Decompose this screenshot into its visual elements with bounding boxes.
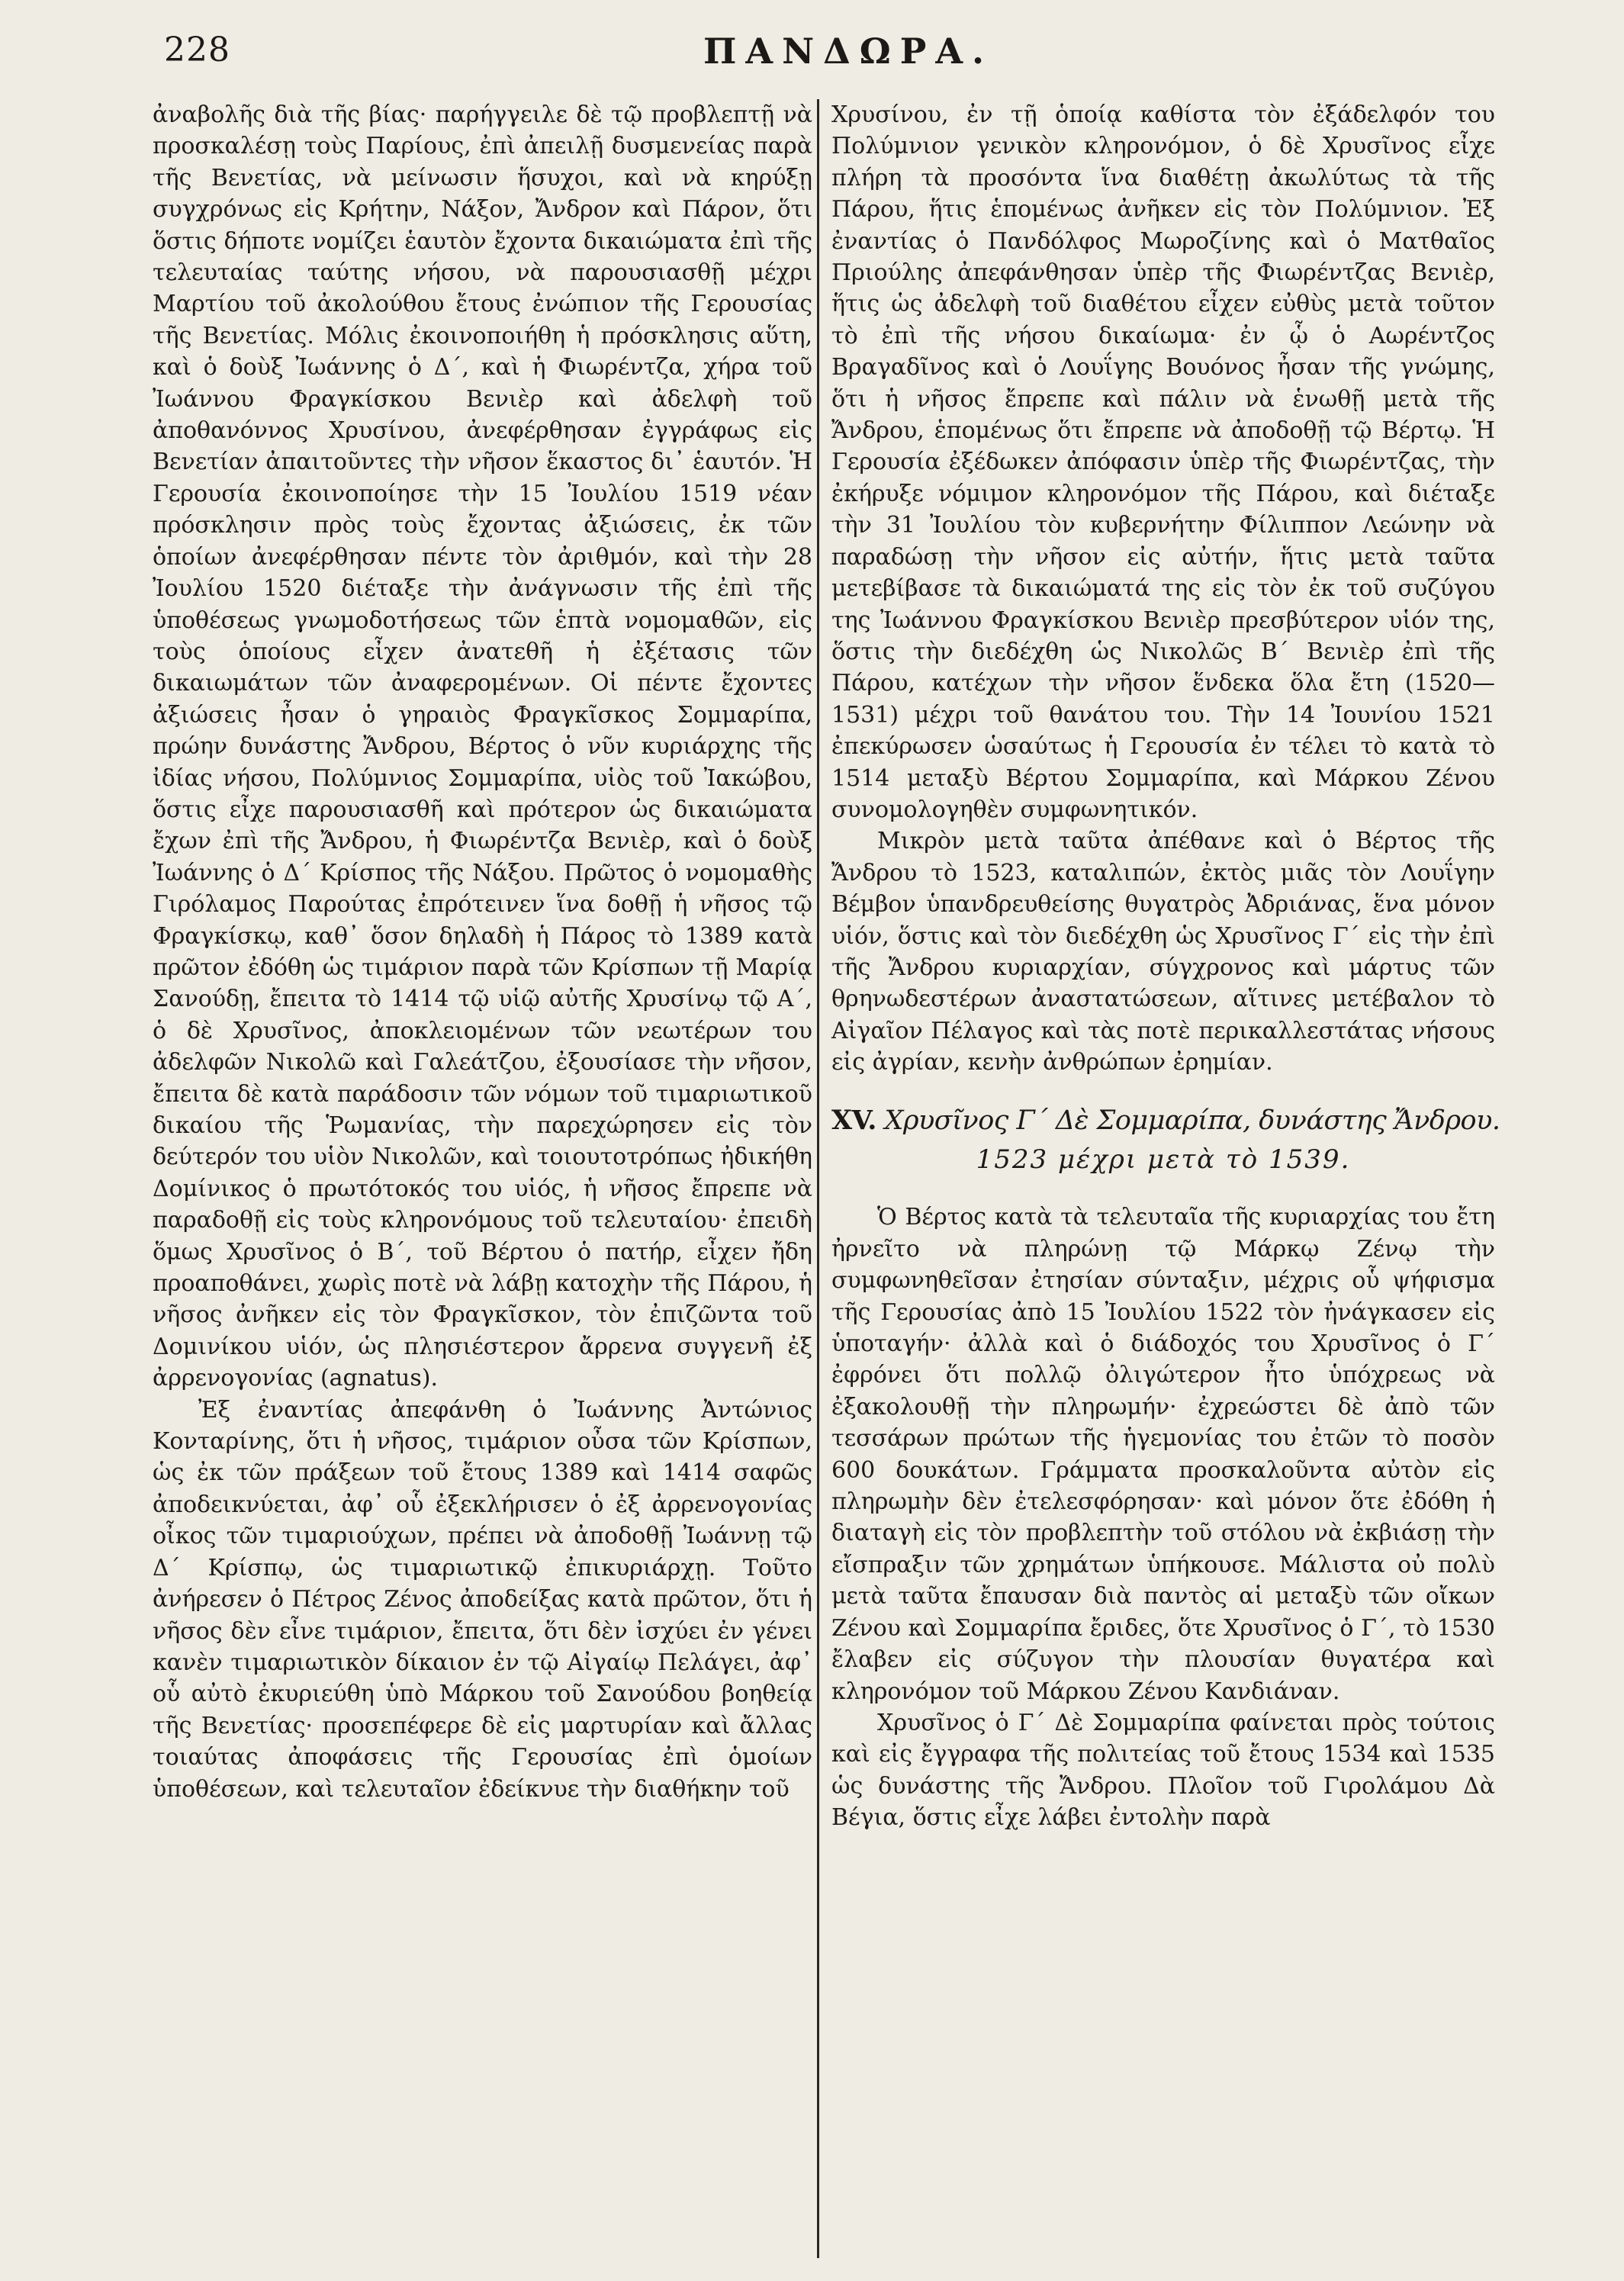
page-header: [164, 31, 1532, 84]
section-title: Χρυσῖνος Γ΄ Δὲ Σομμαρίπα, δυνάστης Ἄνδρου.: [884, 1105, 1500, 1136]
running-title: ΠΑΝΔΩΡΑ.: [703, 31, 994, 72]
paragraph: Ἐξ ἐναντίας ἀπεφάνθη ὁ Ἰωάννης Ἀντώνιος Κονταρίνης, ὅτι ἡ νῆσος, τιμάριον οὖσα τῶν Κρίσπων, ὡς ἐκ τῶν πράξεων τοῦ ἔτους 1389 καὶ 1414 σαφῶς ἀποδεικνύεται, ἀφ᾽ οὗ ἐξεκλήρισεν ὁ ἐξ ἀρρενογονίας οἶκος τῶν τιμαριούχων, πρέπει νὰ ἀποδοθῇ Ἰωάννῃ τῷ Δ΄ Κρίσπῳ, ὡς τιμαριωτικῷ ἐπικυριάρχῃ. Τοῦτο ἀνήρεσεν ὁ Πέτρος Ζένος ἀποδείξας κατὰ πρῶτον, ὅτι ἡ νῆσος δὲν εἶνε τιμάριον, ἔπειτα, ὅτι δὲν ἰσχύει ἐν γένει κανὲν τιμαριωτικὸν δίκαιον ἐν τῷ Αἰγαίῳ Πελάγει, ἀφ᾽ οὗ αὐτὸ ἐκυριεύθη ὑπὸ Μάρκου τοῦ Σανούδου βοηθείᾳ τῆς Βενετίας· προσεπέφερε δὲ εἰς μαρτυρίαν καὶ ἄλλας τοιαύτας ἀποφάσεις τῆς Γερουσίας ἐπὶ ὁμοίων ὑποθέσεων, καὶ τελευταῖον ἐδείκνυε τὴν διαθήκην τοῦ: [153, 1396, 812, 1803]
section-dates: 1523 μέχρι μετὰ τὸ 1539.: [976, 1144, 1351, 1175]
paragraph: Χρυσῖνος ὁ Γ΄ Δὲ Σομμαρίπα φαίνεται πρὸς τούτοις καὶ εἰς ἔγγραφα τῆς πολιτείας τοῦ ἔτους 1534 καὶ 1535 ὡς δυνάστης τῆς Ἄνδρου. Πλοῖον τοῦ Γιρολάμου Δὰ Βέγια, ὅστις εἶχε λάβει ἐντολὴν παρὰ: [831, 1709, 1495, 1832]
paragraph: Χρυσίνου, ἐν τῇ ὁποίᾳ καθίστα τὸν ἐξάδελφόν του Πολύμνιον γενικὸν κληρονόμον, ὁ δὲ Χρυσῖνος εἶχε πλήρη τὰ προσόντα ἵνα διαθέτῃ ἀκωλύτως τὰ τῆς Πάρου, ἥτις ἑπομένως ἀνῆκεν εἰς τὸν Πολύμνιον. Ἐξ ἐναντίας ὁ Πανδόλφος Μωροζίνης καὶ ὁ Ματθαῖος Πριούλης ἀπεφάνθησαν ὑπὲρ τῆς Φιωρέντζας Βενιὲρ, ἥτις ὡς ἀδελφὴ τοῦ διαθέτου εἶχεν εὐθὺς μετὰ τοῦτον τὸ ἐπὶ τῆς νήσου δικαίωμα· ἐν ᾧ ὁ Αωρέντζος Βραγαδῖνος καὶ ὁ Λουΐγης Βουόνος ἦσαν τῆς γνώμης, ὅτι ἡ νῆσος ἔπρεπε καὶ πάλιν νὰ ἑνωθῇ μετὰ τῆς Ἄνδρου, ἑπομένως ὅτι ἔπρεπε νὰ ἀποδοθῇ τῷ Βέρτῳ. Ἡ Γερουσία ἐξέδωκεν ἀπόφασιν ὑπὲρ τῆς Φιωρέντζας, τὴν ἐκήρυξε νόμιμον κληρονόμον τῆς Πάρου, καὶ διέταξε τὴν 31 Ἰουλίου τὸν κυβερνήτην Φίλιππον Λεώνην νὰ παραδώσῃ τὴν νῆσον εἰς αὐτήν, ἥτις μετὰ ταῦτα μετεβίβασε τὰ δικαιώματά της εἰς τὸν ἐκ τοῦ συζύγου της Ἰωάννου Φραγκίσκου Βενιὲρ πρεσβύτερον υἱόν της, ὅστις τὴν διεδέχθη ὡς Νικολῶς Β΄ Βενιὲρ ἐπὶ τῆς Πάρου, κατέχων τὴν νῆσον ἕνδεκα ὅλα ἔτη (1520—1531) μέχρι τοῦ θανάτου του. Τὴν 14 Ἰουνίου 1521 ἐπεκύρωσεν ὡσαύτως ἡ Γερουσία ἐν τέλει τὸ κατὰ τὸ 1514 μεταξὺ Βέρτου Σομμαρίπα, καὶ Μάρκου Ζένου συνομολογηθὲν συμφωνητικόν.: [831, 101, 1495, 823]
paragraph: Μικρὸν μετὰ ταῦτα ἀπέθανε καὶ ὁ Βέρτος τῆς Ἄνδρου τὸ 1523, καταλιπών, ἐκτὸς μιᾶς τὸν Λουΐγην Βέμβον ὑπανδρευθείσης θυγατρὸς Ἀδριάνας, ἕνα μόνον υἱόν, ὅστις καὶ τὸν διεδέχθη ὡς Χρυσῖνος Γ΄ εἰς τὴν ἐπὶ τῆς Ἄνδρου κυριαρχίαν, σύγχρονος καὶ μάρτυς τῶν θρηνωδεστέρων ἀναστατώσεων, αἵτινες μετέβαλον τὸ Αἰγαῖον Πέλαγος καὶ τὰς ποτὲ περικαλλεστάτας νήσους εἰς ἀγρίαν, κενὴν ἀνθρώπων ἐρημίαν.: [831, 828, 1495, 1076]
section-number: XV.: [831, 1104, 876, 1136]
right-column: [831, 99, 1500, 1834]
section-heading: [831, 1104, 1500, 1137]
paragraph: ἀναβολῆς διὰ τῆς βίας· παρήγγειλε δὲ τῷ προβλεπτῇ νὰ προσκαλέσῃ τοὺς Παρίους, ἐπὶ ἀπειλῇ δυσμενείας παρὰ τῆς Βενετίας, νὰ μείνωσιν ἥσυχοι, καὶ νὰ κηρύξῃ συγχρόνως εἰς Κρήτην, Νάξον, Ἄνδρον καὶ Πάρον, ὅτι ὅστις δήποτε νομίζει ἑαυτὸν ἔχοντα δικαιώματα ἐπὶ τῆς τελευταίας ταύτης νήσου, νὰ παρουσιασθῇ μέχρι Μαρτίου τοῦ ἀκολούθου ἔτους ἐνώπιον τῆς Γερουσίας τῆς Βενετίας. Μόλις ἐκοινοποιήθη ἡ πρόσκλησις αὕτη, καὶ ὁ δοὺξ Ἰωάννης ὁ Δ΄, καὶ ἡ Φιωρέντζα, χήρα τοῦ Ἰωάννου Φραγκίσκου Βενιὲρ καὶ ἀδελφὴ τοῦ ἀποθανόννος Χρυσίνου, ἀνεφέρθησαν ἐγγράφως εἰς Βενετίαν ἀπαιτοῦντες τὴν νῆσον ἕκαστος δι᾽ ἑαυτόν. Ἡ Γερουσία ἐκοινοποίησε τὴν 15 Ἰουλίου 1519 νέαν πρόσκλησιν πρὸς τοὺς ἔχοντας ἀξιώσεις, ἐκ τῶν ὁποίων ἀνεφέρθησαν πέντε τὸν ἀριθμόν, καὶ τὴν 28 Ἰουλίου 1520 διέταξε τὴν ἀνάγνωσιν τῆς ἐπὶ τῆς ὑποθέσεως γνωμοδοτήσεως τῶν ἑπτὰ νομομαθῶν, εἰς τοὺς ὁποίους εἶχεν ἀνατεθῆ ἡ ἐξέτασις τῶν δικαιωμάτων τῶν ἀναφερομένων. Οἱ πέντε ἔχοντες ἀξιώσεις ἦσαν ὁ γηραιὸς Φραγκῖσκος Σομμαρίπα, πρώην δυνάστης Ἄνδρου, Βέρτος ὁ νῦν κυριάρχης τῆς ἰδίας νήσου, Πολύμνιος Σομμαρίπα, υἱὸς τοῦ Ἰακώβου, ὅστις εἶχε παρουσιασθῆ καὶ πρότερον ὡς δικαιώματα ἔχων ἐπὶ τῆς Ἄνδρου, ἡ Φιωρέντζα Βενιὲρ, καὶ ὁ δοὺξ Ἰωάννης ὁ Δ΄ Κρίσπος τῆς Νάξου. Πρῶτος ὁ νομομαθὴς Γιρόλαμος Παρούτας ἐπρότεινεν ἵνα δοθῇ ἡ νῆσος τῷ Φραγκίσκῳ, καθ᾽ ὅσον δηλαδὴ ἡ Πάρος τὸ 1389 κατὰ πρῶτον ἐδόθη ὡς τιμάριον παρὰ τῶν Κρίσπων τῇ Μαρίᾳ Σανούδῃ, ἔπειτα τὸ 1414 τῷ υἱῷ αὐτῆς Χρυσίνῳ τῷ Α΄, ὁ δὲ Χρυσῖνος, ἀποκλειομένων τῶν νεωτέρων του ἀδελφῶν Νικολῶ καὶ Γαλεάτζου, ἐξουσίασε τὴν νῆσον, ἔπειτα δὲ κατὰ παράδοσιν τῶν νόμων τοῦ τιμαριωτικοῦ δικαίου τῆς Ῥωμανίας, τὴν παρεχώρησεν εἰς τὸν δεύτερόν του υἱὸν Νικολῶν, καὶ τοιουτοτρόπως ἠδικήθη Δομίνικος ὁ πρωτότοκός του υἱός, ἡ νῆσος ἔπρεπε νὰ παραδοθῇ εἰς τοὺς κληρονόμους τοῦ τελευταίου· ἐπειδὴ ὅμως Χρυσῖνος ὁ Β΄, τοῦ Βέρτου ὁ πατήρ, εἶχεν ἤδη προαποθάνει, χωρὶς ποτὲ νὰ λάβῃ κατοχὴν τῆς Πάρου, ἡ νῆσος ἀνῆκεν εἰς τὸν Φραγκῖσκον, τὸν ἐπιζῶντα τοῦ Δομινίκου υἱόν, ὡς πλησιέστερον ἄρρενα συγγενῆ ἐξ ἀρρενογονίας (agnatus).: [153, 101, 812, 1392]
left-column: [153, 99, 812, 1805]
paragraph: Ὁ Βέρτος κατὰ τὰ τελευταῖα τῆς κυριαρχίας του ἔτη ἠρνεῖτο νὰ πληρώνῃ τῷ Μάρκῳ Ζένῳ τὴν συμφωνηθεῖσαν ἐτησίαν σύνταξιν, μέχρις οὗ ψήφισμα τῆς Γερουσίας ἀπὸ 15 Ἰουλίου 1522 τὸν ἠνάγκασεν εἰς ὑποταγήν· ἀλλὰ καὶ ὁ διάδοχός του Χρυσῖνος ὁ Γ΄ ἐφρόνει ὅτι πολλῷ ὀλιγώτερον ἦτο ὑπόχρεως νὰ ἐξακολουθῇ τὴν πληρωμήν· ἐχρεώστει δὲ ἀπὸ τῶν τεσσάρων πρώτων τῆς ἡγεμονίας του ἐτῶν τὸ ποσὸν 600 δουκάτων. Γράμματα προσκαλοῦντα αὐτὸν εἰς πληρωμὴν δὲν ἐτελεσφόρησαν· καὶ μόνον ὅτε ἐδόθη ἡ διαταγὴ εἰς τὸν προβλεπτὴν τοῦ στόλου νὰ ἐκβιάσῃ τὴν εἴσπραξιν τῶν χρημάτων ὑπήκουσε. Μάλιστα οὐ πολὺ μετὰ ταῦτα ἔπαυσαν διὰ παντὸς αἱ μεταξὺ τῶν οἴκων Ζένου καὶ Σομμαρίπα ἔριδες, ὅτε Χρυσῖνος ὁ Γ΄, τὸ 1530 ἔλαβεν εἰς σύζυγον τὴν πλουσίαν θυγατέρα καὶ κληρονόμον τοῦ Μάρκου Ζένου Κανδιάναν.: [831, 1204, 1495, 1705]
column-divider: [817, 99, 819, 2258]
page-number: 228: [164, 31, 230, 69]
